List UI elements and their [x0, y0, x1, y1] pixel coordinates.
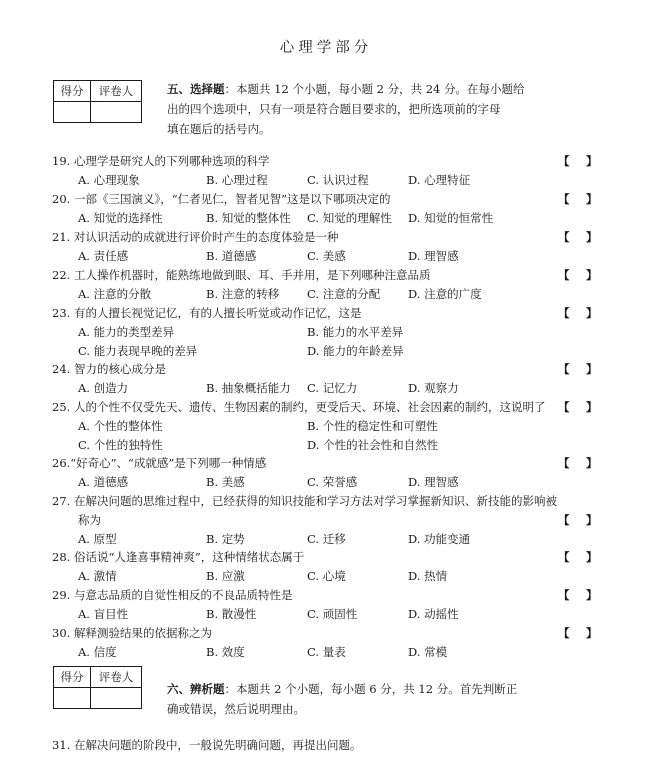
question-27-stem: 27. 在解决问题的思维过程中，已经获得的知识技能和学习方法对学习掌握新知识、新技能的影响被	[52, 494, 557, 508]
question-30-option-a: A. 信度	[78, 645, 117, 659]
score-label: 得分	[54, 81, 91, 102]
bracket-open: 【	[558, 626, 570, 640]
question-29-option-c: C. 顽固性	[307, 607, 358, 621]
answer-bracket	[558, 360, 598, 378]
question-29-stem: 29. 与意志品质的自觉性相反的不良品质特性是	[52, 588, 293, 602]
question-26-option-d: D. 理智感	[408, 475, 459, 489]
score-cell	[54, 102, 91, 123]
bracket-close: 】	[586, 550, 598, 564]
question-22-option-a: A. 注意的分散	[78, 287, 152, 301]
question-24-stem: 24. 智力的核心成分是	[52, 362, 166, 376]
score-box-section6	[53, 666, 142, 709]
question-23-stem: 23. 有的人擅长视觉记忆，有的人擅长听觉或动作记忆，这是	[52, 306, 362, 320]
bracket-close: 】	[586, 230, 598, 244]
question-26-option-a: A. 道德感	[78, 475, 129, 489]
bracket-open: 【	[558, 513, 570, 527]
question-27-option-b: B. 定势	[206, 532, 245, 546]
answer-bracket	[558, 398, 598, 416]
question-23-option-b: B. 能力的水平差异	[307, 325, 404, 339]
question-26-option-c: C. 荣誉感	[307, 475, 358, 489]
bracket-close: 】	[586, 588, 598, 602]
question-24-option-b: B. 抽象概括能力	[206, 381, 291, 395]
question-28-option-a: A. 激情	[78, 569, 117, 583]
question-28-option-b: B. 应激	[206, 569, 245, 583]
bracket-open: 【	[558, 588, 570, 602]
question-23-option-d: D. 能力的年龄差异	[307, 344, 404, 358]
bracket-open: 【	[558, 456, 570, 470]
question-30-option-b: B. 效度	[206, 645, 245, 659]
question-29-option-b: B. 散漫性	[206, 607, 257, 621]
question-27-option-d: D. 功能变通	[408, 532, 471, 546]
score-box-section5	[53, 80, 142, 123]
bracket-close: 】	[586, 400, 598, 414]
question-25-option-a: A. 个性的整体性	[78, 419, 163, 433]
answer-bracket	[558, 228, 598, 246]
question-19-stem: 19. 心理学是研究人的下列哪种选项的科学	[52, 154, 270, 168]
bracket-close: 】	[586, 268, 598, 282]
reviewer-label: 评卷人	[91, 81, 142, 102]
score-cell	[54, 688, 91, 709]
answer-bracket	[558, 152, 598, 170]
section5-heading: 五、选择题	[167, 82, 225, 96]
question-26-option-b: B. 美感	[206, 475, 245, 489]
bracket-close: 】	[586, 192, 598, 206]
question-28-option-d: D. 热情	[408, 569, 448, 583]
section5-line1: ：本题共 12 个小题，每小题 2 分，共 24 分。在每小题给	[224, 82, 525, 96]
question-28-stem: 28. 俗话说“人逢喜事精神爽”，这种情绪状态属于	[52, 550, 305, 564]
question-19-option-b: B. 心理过程	[206, 173, 268, 187]
section5-line3: 填在题后的括号内。	[167, 122, 271, 136]
answer-bracket	[558, 304, 598, 322]
question-21-option-d: D. 理智感	[408, 249, 459, 263]
section6-heading: 六、辨析题	[167, 682, 225, 696]
question-29-option-a: A. 盲目性	[78, 607, 129, 621]
bracket-open: 【	[558, 268, 570, 282]
question-19-option-c: C. 认识过程	[307, 173, 369, 187]
question-23-option-a: A. 能力的类型差异	[78, 325, 175, 339]
question-20-option-a: A. 知觉的选择性	[78, 211, 163, 225]
question-21-option-a: A. 责任感	[78, 249, 129, 263]
question-22-option-d: D. 注意的广度	[408, 287, 482, 301]
bracket-close: 】	[586, 513, 598, 527]
bracket-close: 】	[586, 456, 598, 470]
section6-line2: 确或错误，然后说明理由。	[167, 702, 305, 716]
score-label: 得分	[54, 667, 91, 688]
answer-bracket	[558, 548, 598, 566]
question-20-option-d: D. 知觉的恒常性	[408, 211, 494, 225]
question-20-option-b: B. 知觉的整体性	[206, 211, 291, 225]
question-30-stem: 30. 解释测验结果的依据称之为	[52, 626, 212, 640]
answer-bracket	[558, 511, 598, 529]
question-30-option-c: C. 量表	[307, 645, 346, 659]
question-29-option-d: D. 动摇性	[408, 607, 459, 621]
question-22-stem: 22. 工人操作机器时，能熟练地做到眼、耳、手并用，是下列哪种注意品质	[52, 268, 431, 282]
section5-instructions	[167, 79, 525, 139]
bracket-open: 【	[558, 192, 570, 206]
question-24-option-a: A. 创造力	[78, 381, 129, 395]
page-title: 心理学部分	[279, 40, 373, 56]
bracket-open: 【	[558, 154, 570, 168]
bracket-open: 【	[558, 400, 570, 414]
question-27-option-a: A. 原型	[78, 532, 117, 546]
question-20-stem: 20. 一部《三国演义》，“仁者见仁，智者见智”这是以下哪项决定的	[52, 192, 391, 206]
reviewer-cell	[91, 688, 142, 709]
answer-bracket	[558, 190, 598, 208]
question-23-option-c: C. 能力表现早晚的差异	[78, 344, 198, 358]
answer-bracket	[558, 266, 598, 284]
question-25-option-b: B. 个性的稳定性和可塑性	[307, 419, 438, 433]
reviewer-label: 评卷人	[91, 667, 142, 688]
question-25-stem: 25. 人的个性不仅受先天、遗传、生物因素的制约，更受后天、环境、社会因素的制约，这说明了	[52, 400, 546, 414]
question-20-option-c: C. 知觉的理解性	[307, 211, 392, 225]
question-24-option-c: C. 记忆力	[307, 381, 358, 395]
question-30-option-d: D. 常模	[408, 645, 448, 659]
question-21-stem: 21. 对认识活动的成就进行评价时产生的态度体验是一种	[52, 230, 339, 244]
bracket-open: 【	[558, 362, 570, 376]
bracket-close: 】	[586, 626, 598, 640]
bracket-open: 【	[558, 230, 570, 244]
section6-instructions	[167, 679, 517, 719]
question-27-option-c: C. 迁移	[307, 532, 346, 546]
bracket-close: 】	[586, 306, 598, 320]
question-27-stem-cont: 称为	[78, 513, 101, 527]
bracket-open: 【	[558, 306, 570, 320]
question-19-option-d: D. 心理特征	[408, 173, 471, 187]
reviewer-cell	[91, 102, 142, 123]
answer-bracket	[558, 454, 598, 472]
bracket-close: 】	[586, 362, 598, 376]
question-22-option-b: B. 注意的转移	[206, 287, 280, 301]
answer-bracket	[558, 624, 598, 642]
question-26-stem: 26.“好奇心”、“成就感”是下列哪一种情感	[52, 456, 267, 470]
question-28-option-c: C. 心境	[307, 569, 346, 583]
bracket-close: 】	[586, 154, 598, 168]
question-25-option-d: D. 个性的社会性和自然性	[307, 438, 439, 452]
question-25-option-c: C. 个性的独特性	[78, 438, 163, 452]
bracket-open: 【	[558, 550, 570, 564]
question-19-option-a: A. 心理现象	[78, 173, 140, 187]
section5-line2: 出的四个选项中，只有一项是符合题目要求的，把所选项前的字母	[167, 102, 501, 116]
question-21-option-b: B. 道德感	[206, 249, 257, 263]
question-31: 31. 在解决问题的阶段中，一般说先明确问题，再提出问题。	[52, 738, 362, 752]
question-21-option-c: C. 美感	[307, 249, 346, 263]
question-24-option-d: D. 观察力	[408, 381, 459, 395]
section6-line1: ：本题共 2 个小题，每小题 6 分，共 12 分。首先判断正	[224, 682, 518, 696]
question-22-option-c: C. 注意的分配	[307, 287, 381, 301]
answer-bracket	[558, 586, 598, 604]
